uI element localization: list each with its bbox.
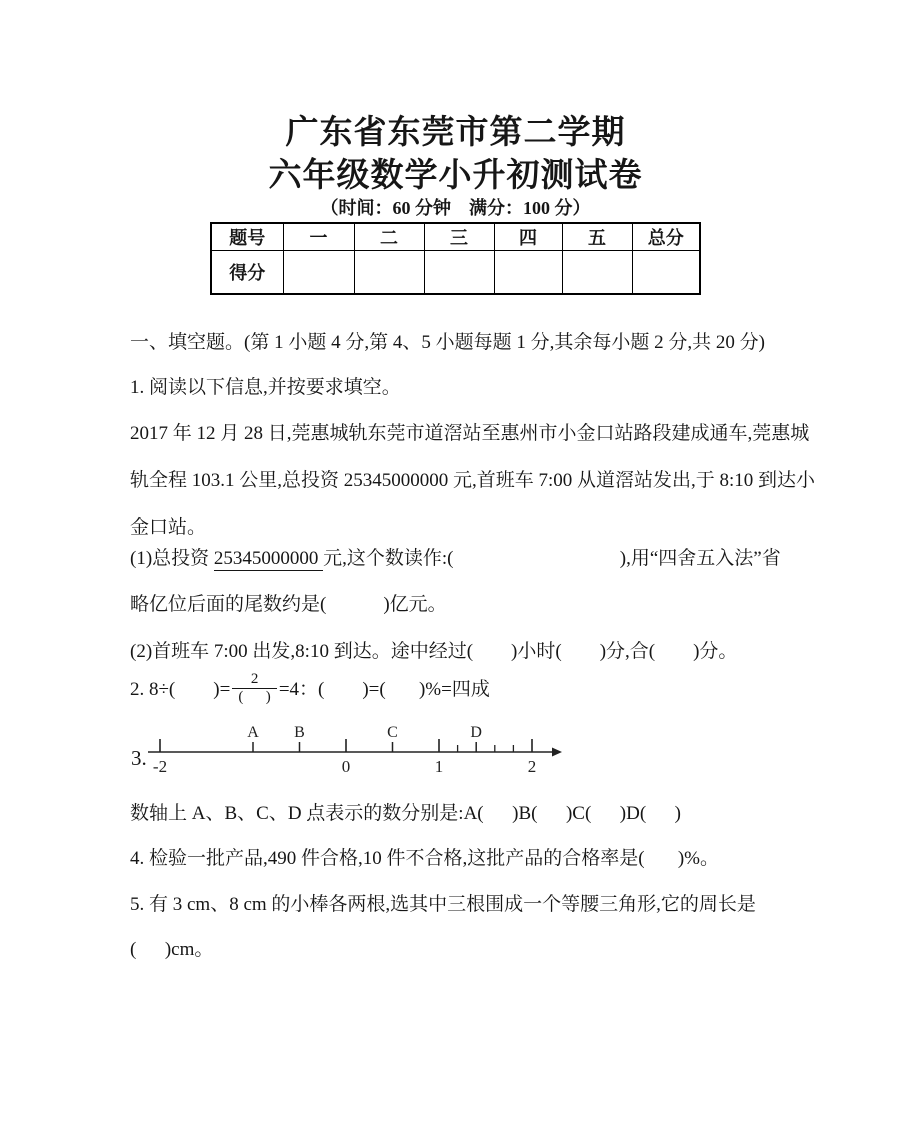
section1-heading: 一、填空题。(第 1 小题 4 分,第 4、5 小题每题 1 分,其余每小题 2 分,共 20 分) (130, 332, 765, 353)
score-value-cell (283, 251, 354, 294)
q2-pre: 2. 8÷( )= (130, 679, 231, 700)
score-table-score-row (211, 251, 700, 294)
q2-post: =4：( )=( )%=四成 (278, 679, 490, 700)
axis-tick-label: -2 (152, 757, 168, 776)
q1-sub1-underlined-number: 25345000000 (213, 548, 324, 569)
question1-sub2: (2)首班车 7:00 出发,8:10 到达。途中经过( )小时( )分,合( )分。 (130, 641, 738, 662)
question1-sub1-line1 (130, 543, 781, 570)
point-label: B (294, 724, 305, 741)
q1-sub1-line2-post: )亿元。 (383, 594, 447, 615)
score-value-cell (354, 251, 424, 294)
question3-text: 数轴上 A、B、C、D 点表示的数分别是:A( )B( )C( )D( ) (130, 803, 681, 824)
axis-tick-label: 1 (434, 757, 444, 776)
axis-tick-label: 0 (341, 757, 351, 776)
score-value-cell (494, 251, 562, 294)
paper-title-line1: 广东省东莞市第二学期 (285, 115, 626, 151)
q2-fraction-numerator: 2 (250, 670, 259, 687)
question1-sub1-line2 (130, 589, 447, 616)
question1-intro: 1. 阅读以下信息,并按要求填空。 (130, 377, 401, 398)
score-table-header-cell: 三 (424, 223, 494, 251)
score-table-header-row (211, 223, 700, 251)
number-line-figure (146, 722, 571, 780)
question2-line (130, 667, 490, 713)
question3-number: 3. (131, 746, 147, 770)
score-value-cell (424, 251, 494, 294)
score-table (210, 222, 701, 295)
score-table-header-cell: 四 (494, 223, 562, 251)
axis-arrow-icon (552, 748, 562, 757)
question1-passage-line1: 2017 年 12 月 28 日,莞惠城轨东莞市道滘站至惠州市小金口站路段建成通车,莞惠城 (130, 423, 810, 444)
question5-line2: ( )cm。 (130, 939, 214, 960)
score-table-header-cell: 二 (354, 223, 424, 251)
question1-passage-line3: 金口站。 (130, 517, 207, 538)
q2-fraction (232, 671, 277, 707)
score-value-cell (632, 251, 700, 294)
q1-sub1-post: ),用“四舍五入法”省 (619, 548, 781, 569)
question5-line1: 5. 有 3 cm、8 cm 的小棒各两根,选其中三根围成一个等腰三角形,它的周长是 (130, 894, 756, 915)
paper-subtitle-time-score: （时间：60 分钟 满分：100 分） (320, 198, 591, 218)
score-table-header-cell: 一 (283, 223, 354, 251)
score-table-header-cell: 总分 (632, 223, 700, 251)
score-row-label: 得分 (211, 251, 283, 294)
q1-sub1-pre: (1)总投资 (130, 548, 214, 569)
point-label: D (470, 724, 482, 741)
score-table-header-cell: 题号 (211, 223, 283, 251)
q1-sub1-mid: 元,这个数读作:( (323, 548, 454, 569)
score-value-cell (562, 251, 632, 294)
q1-sub1-answer-blank (454, 548, 620, 569)
question1-passage-line2: 轨全程 103.1 公里,总投资 25345000000 元,首班车 7:00 从道滘站发出,于 8:10 到达小 (130, 470, 816, 491)
q1-sub1-answer-blank2 (326, 594, 383, 615)
question4-text: 4. 检验一批产品,490 件合格,10 件不合格,这批产品的合格率是( )%。 (130, 848, 719, 869)
score-table-header-cell: 五 (562, 223, 632, 251)
q2-fraction-denominator: ( ) (232, 688, 277, 706)
q1-sub1-line2-pre: 略亿位后面的尾数约是( (130, 594, 327, 615)
point-label: C (387, 724, 398, 741)
paper-title-line2: 六年级数学小升初测试卷 (268, 158, 643, 194)
point-label: A (247, 724, 259, 741)
axis-tick-label: 2 (527, 757, 537, 776)
